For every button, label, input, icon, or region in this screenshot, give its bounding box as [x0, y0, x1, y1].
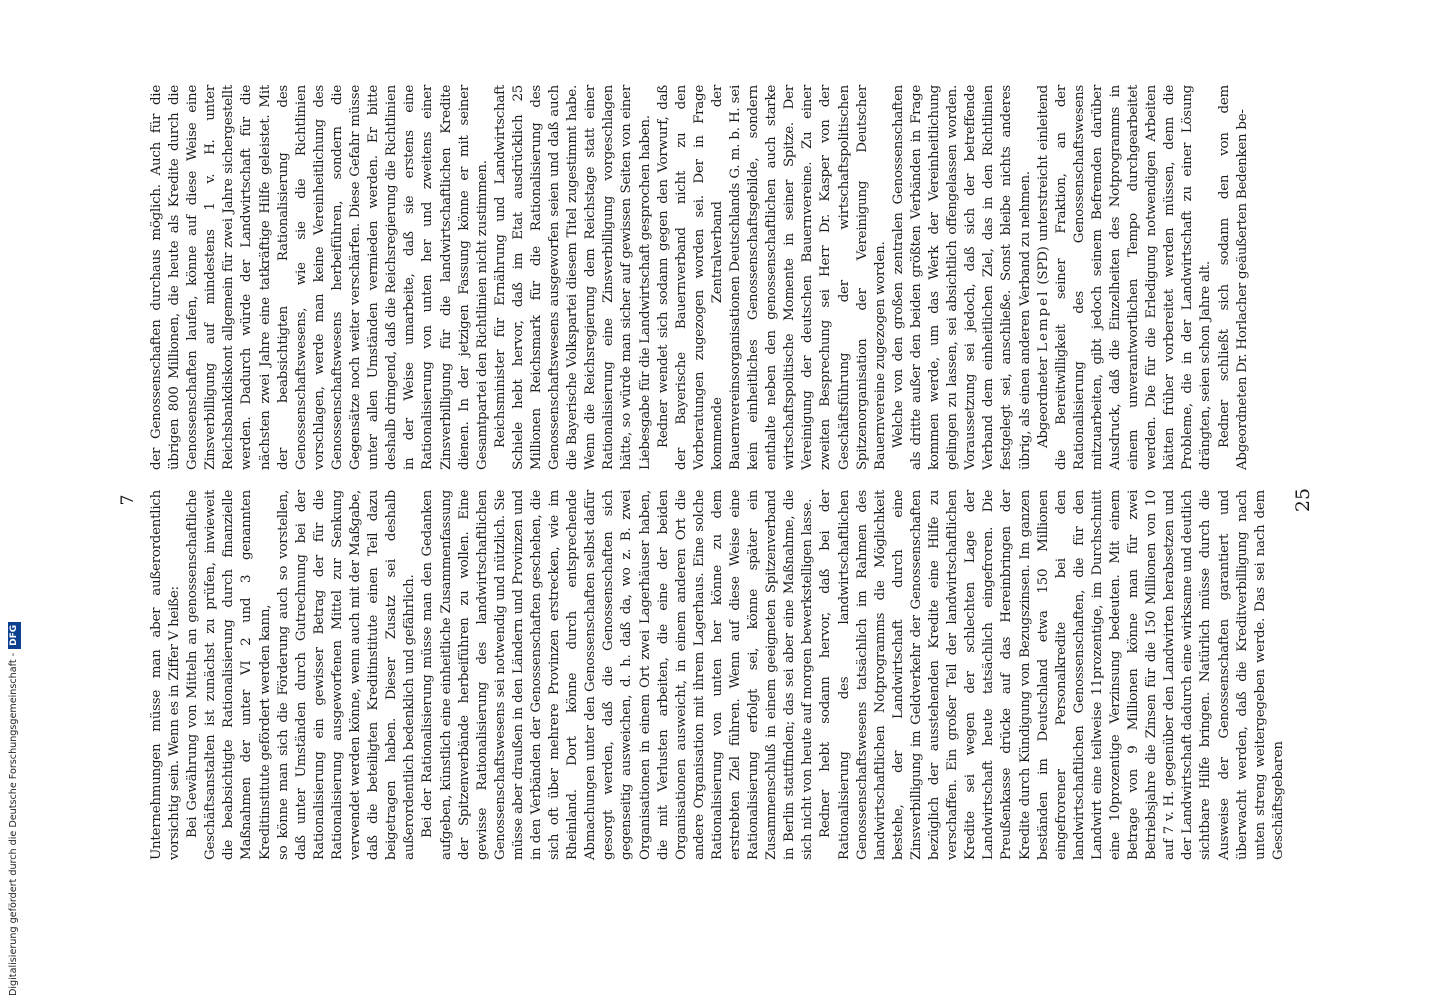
page-marker: 7 — [118, 494, 138, 506]
quoted-paragraph: Bei Gewährung von Mitteln an genossenschaftliche Geschäftsanstalten ist zunächst zu prüfen, inwieweit die beabsichtigte Rationalisierung durch finanzielle Maßnahmen der unter VI 2 und 3 genannten Kreditinstitute gefördert werden kann, — [185, 490, 273, 860]
credit-text-wrapper — [6, 8, 22, 996]
page-number: 25 — [1292, 487, 1314, 513]
digitization-credit — [6, 8, 22, 996]
paragraph: Welche von den großen zentralen Genossenschaften als dritte außer den beiden größten Verbänden in Frage kommen werde, um das Werk der Vereinheitlichung gelingen zu lassen, sei absichtlich offengelassen worden. Voraussetzung sei jedoch, daß sich der betreffende Verband dem einheitlichen Ziel, das in den Richtlinien festgelegt sei, anschließe. Sonst bleibe nichts anderes übrig, als einen anderen Verband zu nehmen. — [890, 85, 1033, 470]
paragraph: Reichsminister für Ernährung und Landwirtschaft Schiele hebt hervor, daß im Etat ausdrücklich 25 Millionen Reichsmark für die Rationalisierung des Genossenschaftswesens ausgeworfen seien und daß auch die Bayerische Volkspartei diesem Titel zugestimmt habe. Wenn die Reichsregierung dem Reichstage statt einer Rationalisierung eine Zinsverbilligung vorgeschlagen hätte, so würde man sicher auf gewissen Seiten von einer Liebesgabe für die Landwirtschaft gesprochen haben. — [492, 85, 653, 470]
paragraph: Bei der Rationalisierung müsse man den Gedanken aufgeben, künstlich eine einheitliche Zusammenfassung der Spitzenverbände herbeiführen zu wollen. Eine gewisse Rationalisierung des landwirtschaftlichen Genossenschaftswesens sei notwendig und nützlich. Sie müsse aber draußen in den Ländern und Provinzen und in den Verbänden der Genossenschaften geschehen, die sich oft über mehrere Provinzen erstrecken, wie im Rheinland. Dort könne durch entsprechende Abmachungen unter den Genossenschaften selbst dafür gesorgt werden, daß die Genossenschaften sich gegenseitig ausweichen, d. h. daß da, wo z. B. zwei Organisationen in einem Ort zwei Lagerhäuser haben, die mit Verlusten arbeiten, die eine der beiden Organisationen ausweicht, in einem anderen Ort die andere Organisation mit ihrem Lagerhaus. Eine solche Rationalisierung von unten her könne zu dem erstrebten Ziel führen. Wenn auf diese Weise eine Rationalisierung erfolgt sei, könne später ein Zusammenschluß in einem geeigneten Spitzenverband in Berlin stattfinden; das sei aber eine Maßnahme, die sich nicht von heute auf morgen bewerkstelligen lasse. — [420, 490, 816, 860]
speaker-name: Lempel — [1035, 289, 1051, 352]
right-column — [148, 85, 1278, 470]
paragraph — [1035, 85, 1216, 470]
speaker-prefix: Abgeordneter — [1035, 356, 1051, 448]
paragraph: Redner schließt sich sodann den von dem Abgeordneten Dr. Horlacher geäußerten Bedenken be- — [1216, 85, 1250, 470]
paragraph: Redner wendet sich sodann gegen den Vorwurf, daß der Bayerische Bauernverband nicht zu den Vorberatungen zugezogen worden sei. Der in Frage kommende Zentralverband der Bauernvereinsorganisationen Deutschlands G. m. b. H. sei kein einheitliches Genossenschaftsgebilde, sondern enthalte neben den genossenschaftlichen auch starke wirtschaftspolitische Momente in seiner Spitze. Der Vereinigung der deutschen Bauernvereine. Zu einer zweiten Besprechung sei Herr Dr. Kasper von der Geschäftsführung der wirtschaftspolitischen Spitzenorganisation der Vereinigung Deutscher Bauernvereine zugezogen worden. — [655, 85, 888, 470]
speaker-text: (SPD) unterstreicht einleitend die Bereitwilligkeit seiner Fraktion, an der Rationalisierung des Genossenschaftswesens mitzuarbeiten, gibt jedoch seinem Befremden darüber Ausdruck, daß die Einzelheiten des Notprogramms in einem unverantwortlichen Tempo durchgearbeitet werden. Die für die Erledigung notwendigen Arbeiten hätten früher vorbereitet werden müssen, denn die Probleme, die in der Landwirtschaft zu einer Lösung drängten, seien schon Jahre alt. — [1035, 84, 1214, 470]
paragraph: der Genossenschaften durchaus möglich. Auch für die übrigen 800 Millionen, die heute als Kredite durch die Genossenschaften laufen, könne auf diese Weise eine Zinsverbilligung auf mindestens 1 v. H. unter Reichsbankdiskont allgemein für zwei Jahre sichergestellt werden. Dadurch würde der Landwirtschaft für die nächsten zwei Jahre eine tatkräftige Hilfe geleistet. Mit der beabsichtigten Rationalisierung des Genossenschaftswesens, wie sie die Richtlinien vorschlagen, werde man keine Vereinheitlichung des Genossenschaftswesens herbeiführen, sondern die Gegensätze noch weiter verschärfen. Diese Gefahr müsse unter allen Umständen vermieden werden. Er bitte deshalb dringend, daß die Reichsregierung die Richtlinien in der Weise umarbeite, daß sie erstens eine Rationalisierung von unten her und zweitens einer Zinsverbilligung für die landwirtschaftlichen Kredite dienen. In der jetzigen Fassung könne er mit seiner Gesamtpartei den Richtlinien nicht zustimmen. — [149, 85, 490, 470]
paragraph: Redner hebt sodann hervor, daß bei der Rationalisierung des landwirtschaftlichen Genossenschaftswesens tatsächlich im Rahmen des landwirtschaftlichen Notprogramms die Möglichkeit bestehe, der Landwirtschaft durch eine Zinsverbilligung im Geldverkehr der Genossenschaften bezüglich der ausstehenden Kredite eine Hilfe zu verschaffen. Ein großer Teil der landwirtschaftlichen Kredite sei wegen der schlechten Lage der Landwirtschaft heute tatsächlich eingefroren. Die Preußenkasse drücke auf das Hereinbringen der Kredite durch Kündigung von Bezugszinsen. Im ganzen beständen im Deutschland etwa 150 Millionen eingefrorener Personalkredite bei den landwirtschaftlichen Genossenschaften, die für den Landwirt eine teilweise 11prozentige, im Durchschnitt eine 10prozentige Verzinsung bedeuten. Mit einem Betrage von 9 Millionen könne man für zwei Betriebsjahre die Zinsen für die 150 Millionen von 10 auf 7 v. H. gegenüber den Landwirten herabsetzen und der Landwirtschaft dadurch eine wirksame und deutlich sichtbare Hilfe bringen. Natürlich müsse durch die Ausweise der Genossenschaften garantiert und überwacht werden, daß die Kreditverbilligung nach unten streng weitergegeben werde. Das sei nach dem Geschäftsgebaren — [818, 490, 1286, 860]
paragraph: so könne man sich die Förderung auch so vorstellen, daß unter Umständen durch Gutrechnung bei der Rationalisierung ein gewisser Betrag der für die Rationalisierung ausgeworfenen Mittel zur Senkung verwendet werden könne, wenn auch mit der Maßgabe, daß die beteiligten Kreditinstitute einen Teil dazu beigetragen haben. Dieser Zusatz sei deshalb außerordentlich bedenklich und gefährlich. — [275, 490, 418, 860]
dfg-logo-icon: DFG — [8, 622, 21, 649]
left-column — [148, 490, 1286, 860]
credit-text: Digitalisierung gefördert durch die Deutsche Forschungsgemeinschaft - — [8, 652, 19, 996]
paragraph: Unternehmungen müsse man aber außerordentlich vorsichtig sein. Wenn es in Ziffer V heiße: — [149, 490, 183, 860]
